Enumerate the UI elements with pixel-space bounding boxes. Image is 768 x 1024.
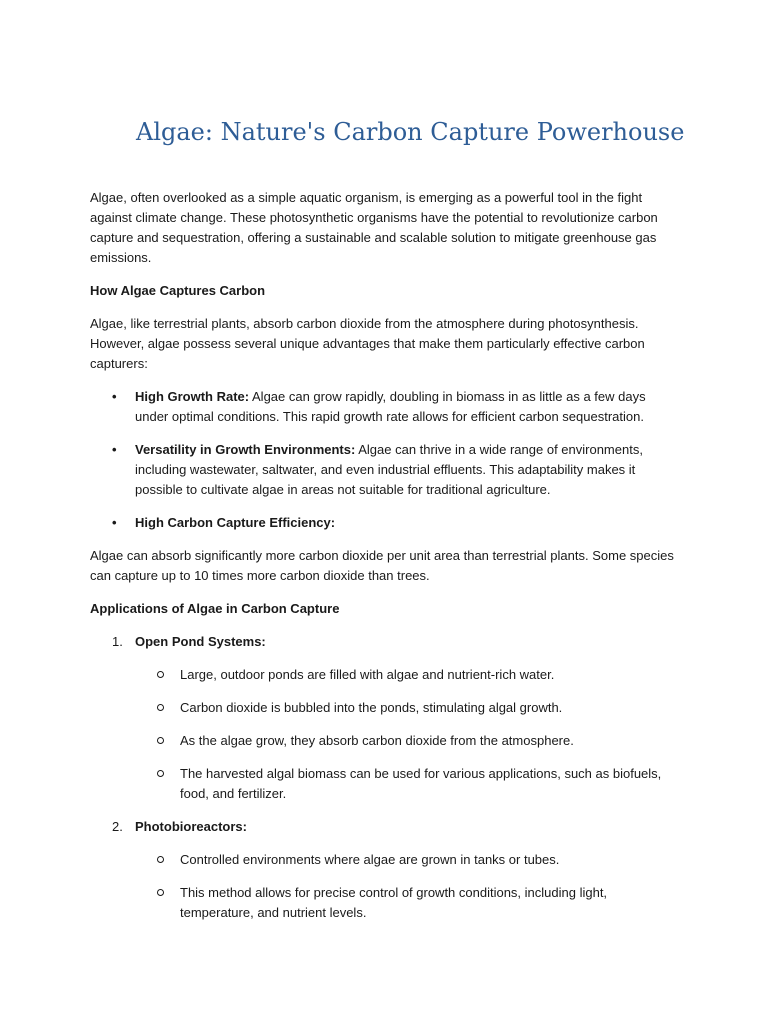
bullet-icon: • [112, 515, 117, 530]
document-title: Algae: Nature's Carbon Capture Powerhouse [136, 118, 685, 146]
circle-bullet-icon [157, 856, 164, 863]
document-body [90, 188, 680, 936]
numbered-item-photobioreactors [90, 817, 680, 923]
list-item [90, 440, 680, 500]
item-number: 2. [112, 819, 123, 834]
sub-list-item: The harvested algal biomass can be used for various applications, such as biofuels, food, and fertilizer. [135, 764, 680, 804]
sub-list-item: Large, outdoor ponds are filled with algae and nutrient-rich water. [135, 665, 680, 685]
bullet-icon: • [112, 389, 117, 404]
numbered-item-open-pond-systems [90, 632, 680, 804]
bullet-icon: • [112, 442, 117, 457]
list-item-label: Versatility in Growth Environments: [135, 442, 356, 457]
list-item-label: High Carbon Capture Efficiency: [135, 515, 336, 530]
sub-list [135, 665, 680, 804]
circle-bullet-icon [157, 889, 164, 896]
section-heading-applications: Applications of Algae in Carbon Capture [90, 601, 340, 616]
list-item [90, 387, 680, 427]
item-title: Photobioreactors: [135, 819, 247, 834]
intro-paragraph: Algae, often overlooked as a simple aquatic organism, is emerging as a powerful tool in the fight against climate change. These photosynthetic organisms have the potential to revolutionize carbon capture and sequestration, offering a sustainable and scalable solution to mitigate greenhouse gas emissions. [90, 190, 658, 265]
sub-list-item: As the algae grow, they absorb carbon dioxide from the atmosphere. [135, 731, 680, 751]
circle-bullet-icon [157, 671, 164, 678]
sub-list-item: Controlled environments where algae are grown in tanks or tubes. [135, 850, 680, 870]
sub-list [135, 850, 680, 923]
section-paragraph: Algae, like terrestrial plants, absorb carbon dioxide from the atmosphere during photosynthesis. However, algae possess several unique advantages that make them particularly effective carbon capturers: [90, 316, 645, 371]
circle-bullet-icon [157, 704, 164, 711]
circle-bullet-icon [157, 737, 164, 744]
sub-list-item: This method allows for precise control of growth conditions, including light, temperature, and nutrient levels. [135, 883, 680, 923]
list-item-label: High Growth Rate: [135, 389, 250, 404]
item-number: 1. [112, 634, 123, 649]
efficiency-paragraph: Algae can absorb significantly more carbon dioxide per unit area than terrestrial plants. Some species can capture up to 10 times more carbon dioxide than trees. [90, 548, 674, 583]
applications-list [90, 632, 680, 923]
sub-list-item: Carbon dioxide is bubbled into the ponds, stimulating algal growth. [135, 698, 680, 718]
list-item-text: Algae can grow rapidly, doubling in biomass in as little as a few days under optimal conditions. This rapid growth rate allows for efficient carbon sequestration. [135, 389, 646, 424]
item-title: Open Pond Systems: [135, 634, 266, 649]
circle-bullet-icon [157, 770, 164, 777]
list-item [90, 513, 680, 533]
advantages-list [90, 387, 680, 533]
section-heading-how-algae-captures-carbon: How Algae Captures Carbon [90, 283, 266, 298]
list-item-text: Algae can thrive in a wide range of environments, including wastewater, saltwater, and even industrial effluents. This adaptability makes it possible to cultivate algae in areas not suitable for traditional agriculture. [135, 442, 643, 497]
